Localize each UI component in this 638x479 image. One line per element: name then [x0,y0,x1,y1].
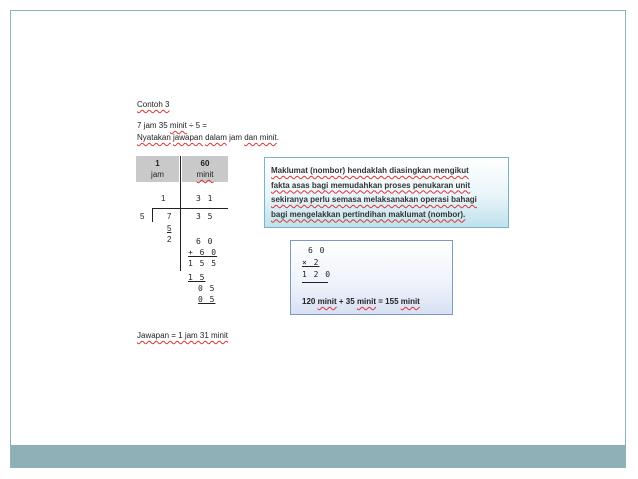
answer: Jawapan = 1 jam 31 minit [137,331,228,340]
info-line-1: Maklumat (nombor) hendaklah diasingkan mengikut [271,166,469,175]
info-line-4: bagi mengelakkan pertindihan maklumat (nombor). [271,209,466,219]
footer-bar [11,445,625,467]
subtract-15: 1 5 [188,273,206,282]
calculation-box [290,240,453,315]
division-bracket [152,208,153,222]
dividend-minit: 3 5 [196,212,214,221]
calc-row-120: 1 2 0 [302,270,332,279]
example-title: Contoh 3 [137,100,170,109]
quotient-minit: 3 1 [196,194,214,203]
info-callout [264,157,509,228]
subtract-05: 0 5 [198,295,216,304]
info-line-2: fakta asas bagi memudahkan proses penukaran unit [271,180,471,190]
header-jam-number: 1 [155,159,160,168]
division-bar [152,208,228,209]
quotient-jam: 1 [161,194,166,203]
header-minit-number: 60 [200,159,210,168]
calc-result: 120 minit + 35 minit = 155 minit [302,297,420,306]
converted-minutes: 6 0 [196,237,214,246]
header-minit-unit: minit [196,170,214,179]
slide [10,10,626,468]
divisor: 5 [140,212,145,221]
calc-row-times-2: × 2 [302,258,320,267]
remainder-05: 0 5 [198,284,216,293]
header-jam-unit: jam [151,170,164,179]
dividend-jam: 7 [167,212,172,221]
calc-underline [302,282,328,283]
total-minutes: 1 5 5 [188,259,218,268]
remainder-jam: 2 [167,235,172,244]
column-divider [180,156,181,271]
calc-row-60: 6 0 [308,246,326,255]
add-minutes: + 6 0 [188,248,218,257]
problem-statement: 7 jam 35 minit ÷ 5 = [137,121,207,130]
instruction: Nyatakan jawapan dalam jam dan minit. [137,133,279,142]
subtract-jam: 5 [167,224,172,233]
info-line-3: sekiranya perlu semasa melaksanakan operasi bahagi [271,195,477,204]
